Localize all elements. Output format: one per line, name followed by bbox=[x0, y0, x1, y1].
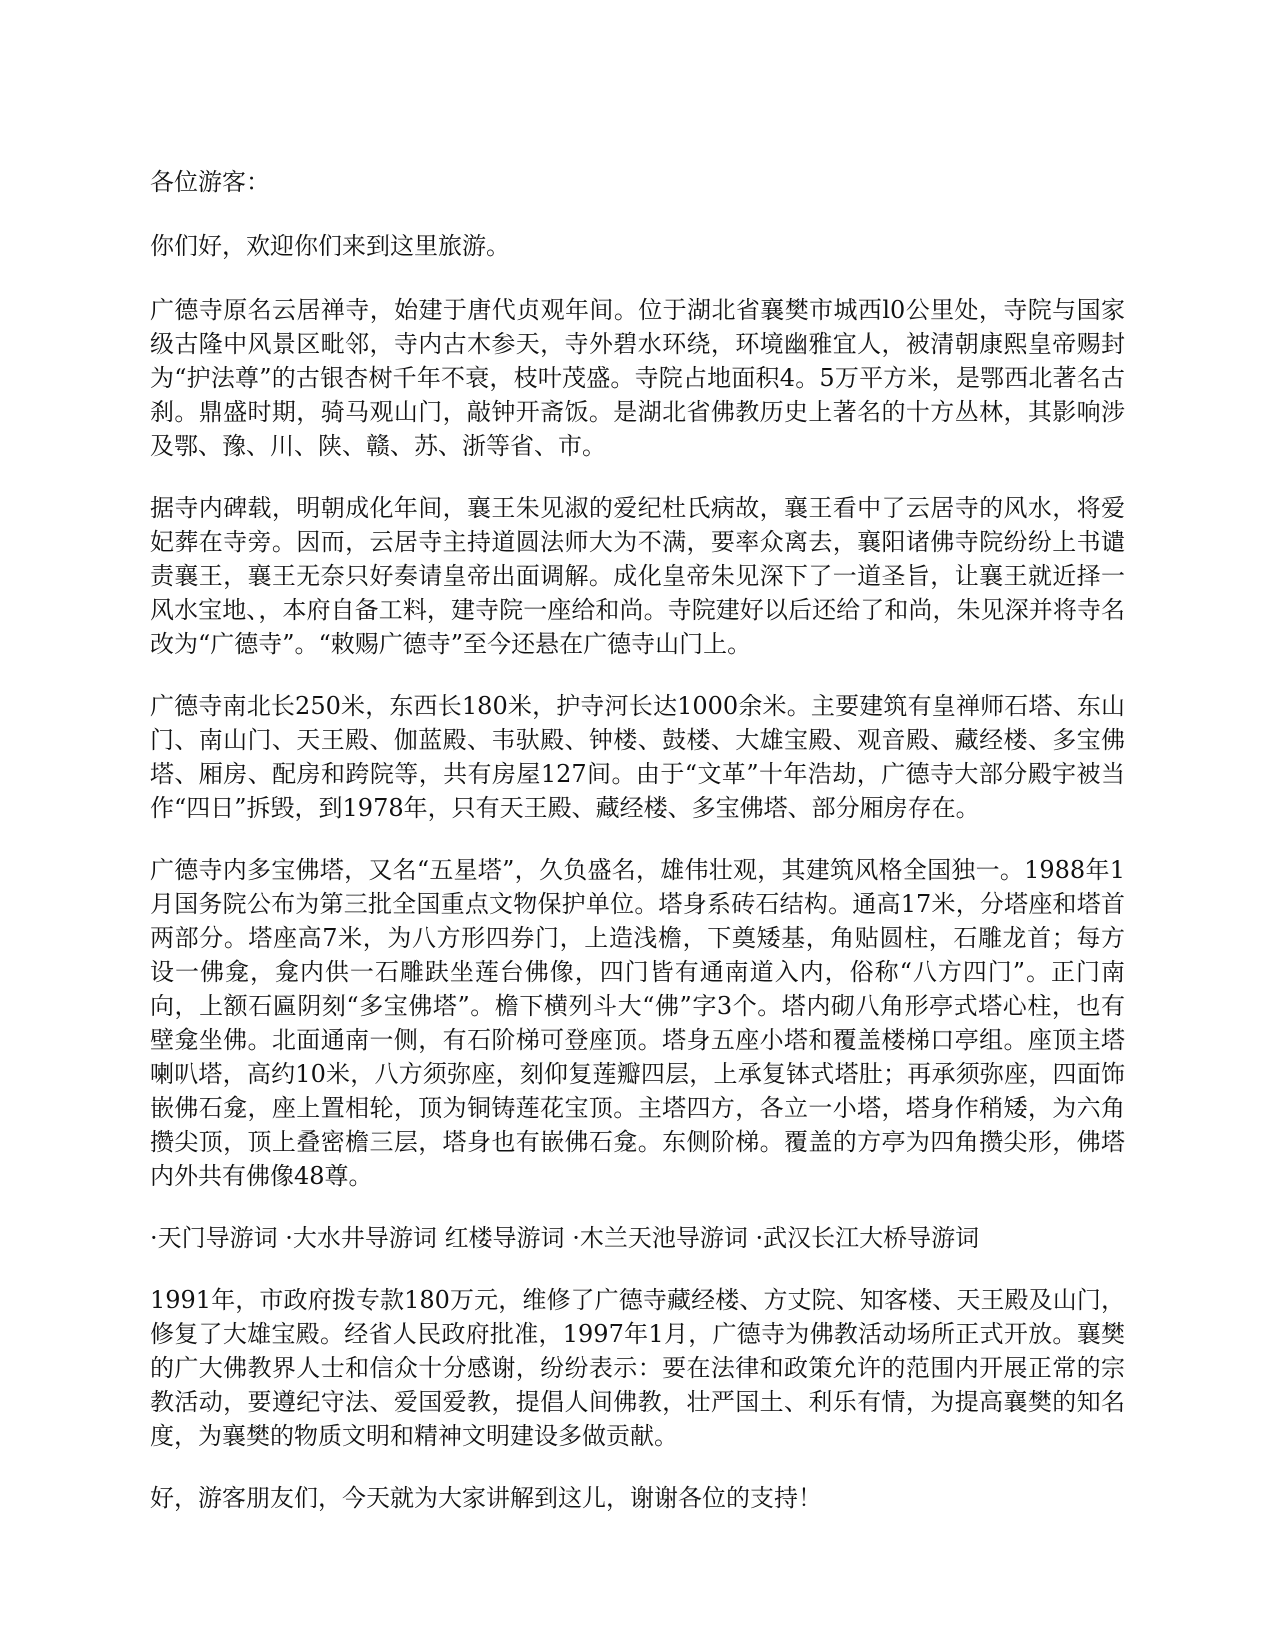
related-link-tianmen[interactable]: ·天门导游词 bbox=[150, 1224, 278, 1252]
paragraph-history: 广德寺原名云居禅寺，始建于唐代贞观年间。位于湖北省襄樊市城西l0公里处，寺院与国家级古隆中风景区毗邻，寺内古木参天，寺外碧水环绕，环境幽雅宜人，被清朝康熙皇帝赐封为“护法尊”的古银杏树千年不衰，枝叶茂盛。寺院占地面积4。5万平方米，是鄂西北著名古刹。鼎盛时期，骑马观山门，敲钟开斋饭。是湖北省佛教历史上著名的十方丛林，其影响涉及鄂、豫、川、陕、赣、苏、浙等省、市。 bbox=[150, 296, 1125, 460]
related-link-wuhan-bridge[interactable]: ·武汉长江大桥导游词 bbox=[755, 1224, 980, 1252]
document-body bbox=[150, 165, 1125, 1543]
paragraph-legend: 据寺内碑载，明朝成化年间，襄王朱见淑的爱纪杜氏病故，襄王看中了云居寺的风水，将爱妃葬在寺旁。因而，云居寺主持道圆法师大为不满，要率众离去，襄阳诸佛寺院纷纷上书谴责襄王，襄王无奈只好奏请皇帝出面调解。成化皇帝朱见深下了一道圣旨，让襄王就近择一风水宝地、，本府自备工料，建寺院一座给和尚。寺院建好以后还给了和尚，朱见深并将寺名改为“广德寺”。“敕赐广德寺”至今还悬在广德寺山门上。 bbox=[150, 494, 1125, 658]
paragraph-layout: 广德寺南北长250米，东西长180米，护寺河长达1000余米。主要建筑有皇禅师石塔、东山门、南山门、天王殿、伽蓝殿、韦驮殿、钟楼、鼓楼、大雄宝殿、观音殿、藏经楼、多宝佛塔、厢房、配房和跨院等，共有房屋127间。由于“文革”十年浩劫，广德寺大部分殿宇被当作“四日”拆毁，到1978年，只有天王殿、藏经楼、多宝佛塔、部分厢房存在。 bbox=[150, 692, 1125, 822]
related-links bbox=[150, 1221, 1125, 1255]
paragraph-restoration: 1991年，市政府拨专款180万元，维修了广德寺藏经楼、方丈院、知客楼、天王殿及山门，修复了大雄宝殿。经省人民政府批准，1997年1月，广德寺为佛教活动场所正式开放。襄樊的广大佛教界人士和信众十分感谢，纷纷表示：要在法律和政策允许的范围内开展正常的宗教活动，要遵纪守法、爱国爱教，提倡人间佛教，壮严国土、利乐有情，为提高襄樊的知名度，为襄樊的物质文明和精神文明建设多做贡献。 bbox=[150, 1286, 1125, 1450]
welcome-line: 你们好，欢迎你们来到这里旅游。 bbox=[150, 232, 510, 260]
related-link-mulan-tianchi[interactable]: ·木兰天池导游词 bbox=[572, 1224, 748, 1252]
related-link-dashuijing[interactable]: ·大水井导游词 bbox=[285, 1224, 437, 1252]
closing-line: 好，游客朋友们，今天就为大家讲解到这儿，谢谢各位的支持！ bbox=[150, 1484, 822, 1512]
related-link-honglou[interactable]: 红楼导游词 bbox=[444, 1224, 565, 1252]
greeting-line: 各位游客： bbox=[150, 168, 270, 196]
paragraph-pagoda: 广德寺内多宝佛塔，又名“五星塔”，久负盛名，雄伟壮观，其建筑风格全国独一。1988年1月国务院公布为第三批全国重点文物保护单位。塔身系砖石结构。通高17米，分塔座和塔首两部分。塔座高7米，为八方形四券门，上造浅檐，下奠矮基，角贴圆柱，石雕龙首；每方设一佛龛，龛内供一石雕趺坐莲台佛像，四门皆有通南道入内，俗称“八方四门”。正门南向，上额石匾阴刻“多宝佛塔”。檐下横列斗大“佛”字3个。塔内砌八角形亭式塔心柱，也有壁龛坐佛。北面通南一侧，有石阶梯可登座顶。塔身五座小塔和覆盖楼梯口亭组。座顶主塔喇叭塔，高约10米，八方须弥座，刻仰复莲瓣四层，上承复钵式塔肚；再承须弥座，四面饰嵌佛石龛，座上置相轮，顶为铜铸莲花宝顶。主塔四方，各立一小塔，塔身作稍矮，为六角攒尖顶，顶上叠密檐三层，塔身也有嵌佛石龛。东侧阶梯。覆盖的方亭为四角攒尖形，佛塔内外共有佛像48尊。 bbox=[150, 856, 1125, 1190]
